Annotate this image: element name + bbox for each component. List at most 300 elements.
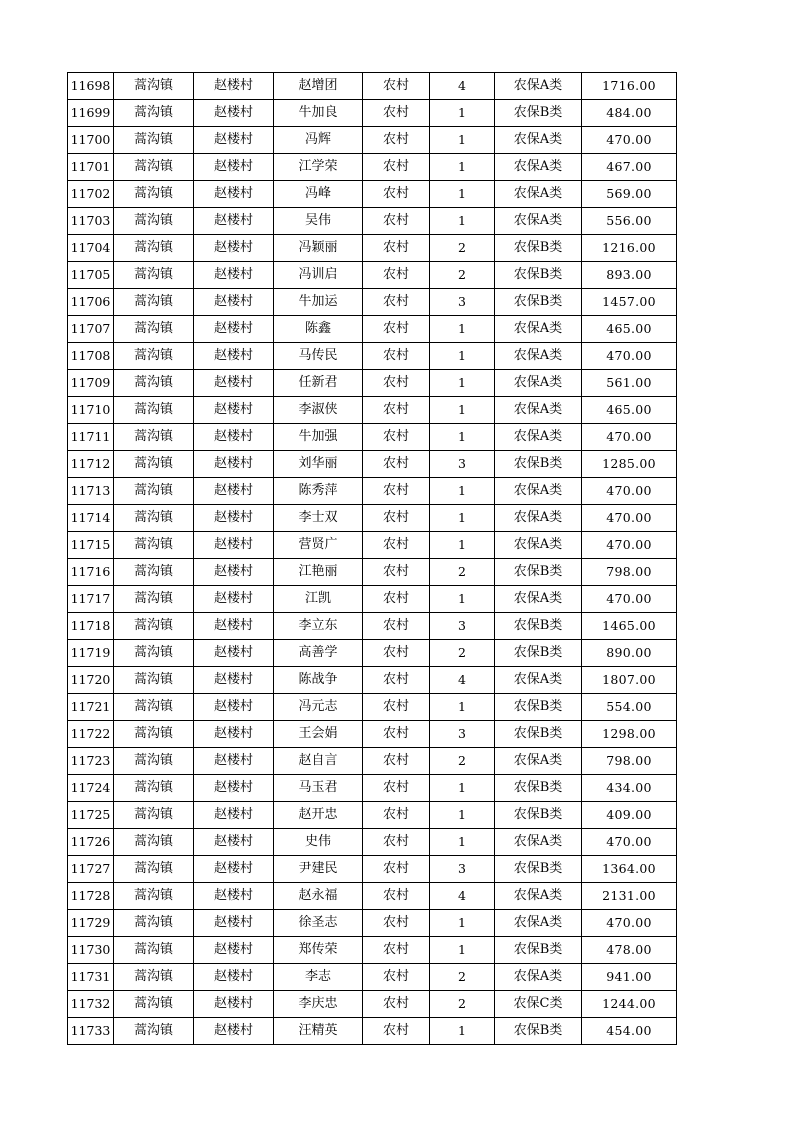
row-id-cell: 11730 bbox=[68, 937, 114, 964]
area-type-cell: 农村 bbox=[363, 397, 430, 424]
table-row bbox=[68, 370, 677, 397]
area-type-cell: 农村 bbox=[363, 370, 430, 397]
amount-cell: 890.00 bbox=[582, 640, 677, 667]
person-name-cell: 江学荣 bbox=[274, 154, 363, 181]
area-type-cell: 农村 bbox=[363, 667, 430, 694]
person-name-cell: 牛加运 bbox=[274, 289, 363, 316]
person-name-cell: 马玉君 bbox=[274, 775, 363, 802]
area-type-cell: 农村 bbox=[363, 694, 430, 721]
amount-cell: 1807.00 bbox=[582, 667, 677, 694]
household-count-cell: 1 bbox=[430, 208, 495, 235]
amount-cell: 454.00 bbox=[582, 1018, 677, 1045]
village-cell: 赵楼村 bbox=[194, 181, 274, 208]
village-cell: 赵楼村 bbox=[194, 370, 274, 397]
village-cell: 赵楼村 bbox=[194, 883, 274, 910]
town-cell: 蒿沟镇 bbox=[114, 613, 194, 640]
household-count-cell: 1 bbox=[430, 343, 495, 370]
household-count-cell: 4 bbox=[430, 667, 495, 694]
amount-cell: 465.00 bbox=[582, 397, 677, 424]
town-cell: 蒿沟镇 bbox=[114, 964, 194, 991]
table-row bbox=[68, 316, 677, 343]
area-type-cell: 农村 bbox=[363, 1018, 430, 1045]
row-id-cell: 11732 bbox=[68, 991, 114, 1018]
table-row bbox=[68, 694, 677, 721]
village-cell: 赵楼村 bbox=[194, 505, 274, 532]
amount-cell: 569.00 bbox=[582, 181, 677, 208]
household-count-cell: 1 bbox=[430, 370, 495, 397]
town-cell: 蒿沟镇 bbox=[114, 289, 194, 316]
table-row bbox=[68, 991, 677, 1018]
category-cell: 农保B类 bbox=[495, 802, 582, 829]
amount-cell: 470.00 bbox=[582, 505, 677, 532]
category-cell: 农保B类 bbox=[495, 289, 582, 316]
table-row bbox=[68, 721, 677, 748]
row-id-cell: 11721 bbox=[68, 694, 114, 721]
area-type-cell: 农村 bbox=[363, 73, 430, 100]
row-id-cell: 11712 bbox=[68, 451, 114, 478]
village-cell: 赵楼村 bbox=[194, 748, 274, 775]
area-type-cell: 农村 bbox=[363, 613, 430, 640]
person-name-cell: 陈鑫 bbox=[274, 316, 363, 343]
household-count-cell: 1 bbox=[430, 505, 495, 532]
village-cell: 赵楼村 bbox=[194, 289, 274, 316]
category-cell: 农保B类 bbox=[495, 640, 582, 667]
category-cell: 农保A类 bbox=[495, 478, 582, 505]
amount-cell: 465.00 bbox=[582, 316, 677, 343]
person-name-cell: 李庆忠 bbox=[274, 991, 363, 1018]
household-count-cell: 1 bbox=[430, 775, 495, 802]
table-row bbox=[68, 640, 677, 667]
row-id-cell: 11716 bbox=[68, 559, 114, 586]
village-cell: 赵楼村 bbox=[194, 1018, 274, 1045]
category-cell: 农保B类 bbox=[495, 1018, 582, 1045]
town-cell: 蒿沟镇 bbox=[114, 127, 194, 154]
town-cell: 蒿沟镇 bbox=[114, 829, 194, 856]
area-type-cell: 农村 bbox=[363, 991, 430, 1018]
area-type-cell: 农村 bbox=[363, 505, 430, 532]
amount-cell: 467.00 bbox=[582, 154, 677, 181]
person-name-cell: 冯训启 bbox=[274, 262, 363, 289]
household-count-cell: 2 bbox=[430, 262, 495, 289]
row-id-cell: 11707 bbox=[68, 316, 114, 343]
town-cell: 蒿沟镇 bbox=[114, 397, 194, 424]
table-row bbox=[68, 181, 677, 208]
village-cell: 赵楼村 bbox=[194, 127, 274, 154]
town-cell: 蒿沟镇 bbox=[114, 721, 194, 748]
person-name-cell: 营贤广 bbox=[274, 532, 363, 559]
person-name-cell: 尹建民 bbox=[274, 856, 363, 883]
household-count-cell: 3 bbox=[430, 856, 495, 883]
person-name-cell: 江艳丽 bbox=[274, 559, 363, 586]
area-type-cell: 农村 bbox=[363, 208, 430, 235]
village-cell: 赵楼村 bbox=[194, 910, 274, 937]
category-cell: 农保A类 bbox=[495, 343, 582, 370]
table-row bbox=[68, 586, 677, 613]
amount-cell: 470.00 bbox=[582, 343, 677, 370]
town-cell: 蒿沟镇 bbox=[114, 532, 194, 559]
row-id-cell: 11708 bbox=[68, 343, 114, 370]
row-id-cell: 11705 bbox=[68, 262, 114, 289]
amount-cell: 1298.00 bbox=[582, 721, 677, 748]
household-count-cell: 1 bbox=[430, 1018, 495, 1045]
category-cell: 农保B类 bbox=[495, 721, 582, 748]
area-type-cell: 农村 bbox=[363, 883, 430, 910]
amount-cell: 798.00 bbox=[582, 748, 677, 775]
village-cell: 赵楼村 bbox=[194, 316, 274, 343]
person-name-cell: 史伟 bbox=[274, 829, 363, 856]
category-cell: 农保C类 bbox=[495, 991, 582, 1018]
category-cell: 农保A类 bbox=[495, 667, 582, 694]
category-cell: 农保B类 bbox=[495, 775, 582, 802]
town-cell: 蒿沟镇 bbox=[114, 451, 194, 478]
table-row bbox=[68, 262, 677, 289]
amount-cell: 470.00 bbox=[582, 829, 677, 856]
town-cell: 蒿沟镇 bbox=[114, 802, 194, 829]
household-count-cell: 1 bbox=[430, 397, 495, 424]
town-cell: 蒿沟镇 bbox=[114, 559, 194, 586]
town-cell: 蒿沟镇 bbox=[114, 883, 194, 910]
table-row bbox=[68, 289, 677, 316]
row-id-cell: 11726 bbox=[68, 829, 114, 856]
amount-cell: 470.00 bbox=[582, 424, 677, 451]
town-cell: 蒿沟镇 bbox=[114, 478, 194, 505]
town-cell: 蒿沟镇 bbox=[114, 424, 194, 451]
amount-cell: 470.00 bbox=[582, 532, 677, 559]
category-cell: 农保A类 bbox=[495, 73, 582, 100]
area-type-cell: 农村 bbox=[363, 127, 430, 154]
table-row bbox=[68, 532, 677, 559]
person-name-cell: 赵增团 bbox=[274, 73, 363, 100]
village-cell: 赵楼村 bbox=[194, 532, 274, 559]
area-type-cell: 农村 bbox=[363, 316, 430, 343]
category-cell: 农保A类 bbox=[495, 370, 582, 397]
area-type-cell: 农村 bbox=[363, 586, 430, 613]
table-row bbox=[68, 397, 677, 424]
table-row bbox=[68, 154, 677, 181]
amount-cell: 470.00 bbox=[582, 478, 677, 505]
table-row bbox=[68, 937, 677, 964]
category-cell: 农保B类 bbox=[495, 694, 582, 721]
area-type-cell: 农村 bbox=[363, 154, 430, 181]
town-cell: 蒿沟镇 bbox=[114, 991, 194, 1018]
table-row bbox=[68, 1018, 677, 1045]
town-cell: 蒿沟镇 bbox=[114, 910, 194, 937]
person-name-cell: 冯辉 bbox=[274, 127, 363, 154]
row-id-cell: 11720 bbox=[68, 667, 114, 694]
amount-cell: 893.00 bbox=[582, 262, 677, 289]
town-cell: 蒿沟镇 bbox=[114, 1018, 194, 1045]
table-row bbox=[68, 478, 677, 505]
village-cell: 赵楼村 bbox=[194, 424, 274, 451]
table-row bbox=[68, 829, 677, 856]
table-row bbox=[68, 559, 677, 586]
village-cell: 赵楼村 bbox=[194, 613, 274, 640]
town-cell: 蒿沟镇 bbox=[114, 640, 194, 667]
area-type-cell: 农村 bbox=[363, 451, 430, 478]
town-cell: 蒿沟镇 bbox=[114, 370, 194, 397]
amount-cell: 2131.00 bbox=[582, 883, 677, 910]
category-cell: 农保A类 bbox=[495, 748, 582, 775]
town-cell: 蒿沟镇 bbox=[114, 505, 194, 532]
row-id-cell: 11715 bbox=[68, 532, 114, 559]
village-cell: 赵楼村 bbox=[194, 775, 274, 802]
amount-cell: 484.00 bbox=[582, 100, 677, 127]
data-table bbox=[67, 72, 677, 1045]
household-count-cell: 1 bbox=[430, 478, 495, 505]
table-row bbox=[68, 505, 677, 532]
category-cell: 农保A类 bbox=[495, 154, 582, 181]
amount-cell: 554.00 bbox=[582, 694, 677, 721]
amount-cell: 798.00 bbox=[582, 559, 677, 586]
area-type-cell: 农村 bbox=[363, 478, 430, 505]
row-id-cell: 11719 bbox=[68, 640, 114, 667]
household-count-cell: 4 bbox=[430, 73, 495, 100]
area-type-cell: 农村 bbox=[363, 910, 430, 937]
area-type-cell: 农村 bbox=[363, 748, 430, 775]
village-cell: 赵楼村 bbox=[194, 991, 274, 1018]
village-cell: 赵楼村 bbox=[194, 343, 274, 370]
town-cell: 蒿沟镇 bbox=[114, 343, 194, 370]
amount-cell: 556.00 bbox=[582, 208, 677, 235]
person-name-cell: 汪精英 bbox=[274, 1018, 363, 1045]
category-cell: 农保B类 bbox=[495, 559, 582, 586]
person-name-cell: 徐圣志 bbox=[274, 910, 363, 937]
person-name-cell: 陈战争 bbox=[274, 667, 363, 694]
household-count-cell: 3 bbox=[430, 613, 495, 640]
category-cell: 农保B类 bbox=[495, 856, 582, 883]
category-cell: 农保A类 bbox=[495, 424, 582, 451]
village-cell: 赵楼村 bbox=[194, 235, 274, 262]
area-type-cell: 农村 bbox=[363, 640, 430, 667]
person-name-cell: 赵开忠 bbox=[274, 802, 363, 829]
area-type-cell: 农村 bbox=[363, 964, 430, 991]
town-cell: 蒿沟镇 bbox=[114, 181, 194, 208]
household-count-cell: 3 bbox=[430, 289, 495, 316]
person-name-cell: 冯元志 bbox=[274, 694, 363, 721]
category-cell: 农保B类 bbox=[495, 235, 582, 262]
area-type-cell: 农村 bbox=[363, 424, 430, 451]
row-id-cell: 11709 bbox=[68, 370, 114, 397]
category-cell: 农保A类 bbox=[495, 316, 582, 343]
village-cell: 赵楼村 bbox=[194, 802, 274, 829]
category-cell: 农保A类 bbox=[495, 181, 582, 208]
household-count-cell: 1 bbox=[430, 829, 495, 856]
row-id-cell: 11727 bbox=[68, 856, 114, 883]
table-body bbox=[68, 73, 677, 1045]
amount-cell: 1364.00 bbox=[582, 856, 677, 883]
table-row bbox=[68, 964, 677, 991]
category-cell: 农保A类 bbox=[495, 883, 582, 910]
table-row bbox=[68, 775, 677, 802]
table-row bbox=[68, 424, 677, 451]
household-count-cell: 1 bbox=[430, 100, 495, 127]
category-cell: 农保A类 bbox=[495, 532, 582, 559]
row-id-cell: 11717 bbox=[68, 586, 114, 613]
household-count-cell: 2 bbox=[430, 640, 495, 667]
row-id-cell: 11701 bbox=[68, 154, 114, 181]
household-count-cell: 2 bbox=[430, 964, 495, 991]
row-id-cell: 11714 bbox=[68, 505, 114, 532]
person-name-cell: 赵永福 bbox=[274, 883, 363, 910]
village-cell: 赵楼村 bbox=[194, 694, 274, 721]
village-cell: 赵楼村 bbox=[194, 262, 274, 289]
village-cell: 赵楼村 bbox=[194, 397, 274, 424]
row-id-cell: 11725 bbox=[68, 802, 114, 829]
row-id-cell: 11722 bbox=[68, 721, 114, 748]
table-row bbox=[68, 127, 677, 154]
area-type-cell: 农村 bbox=[363, 181, 430, 208]
household-count-cell: 1 bbox=[430, 937, 495, 964]
category-cell: 农保A类 bbox=[495, 586, 582, 613]
person-name-cell: 郑传荣 bbox=[274, 937, 363, 964]
household-count-cell: 1 bbox=[430, 127, 495, 154]
row-id-cell: 11718 bbox=[68, 613, 114, 640]
amount-cell: 434.00 bbox=[582, 775, 677, 802]
row-id-cell: 11703 bbox=[68, 208, 114, 235]
area-type-cell: 农村 bbox=[363, 289, 430, 316]
village-cell: 赵楼村 bbox=[194, 721, 274, 748]
town-cell: 蒿沟镇 bbox=[114, 775, 194, 802]
area-type-cell: 农村 bbox=[363, 343, 430, 370]
amount-cell: 1244.00 bbox=[582, 991, 677, 1018]
town-cell: 蒿沟镇 bbox=[114, 73, 194, 100]
table-row bbox=[68, 748, 677, 775]
table-row bbox=[68, 100, 677, 127]
household-count-cell: 1 bbox=[430, 802, 495, 829]
amount-cell: 478.00 bbox=[582, 937, 677, 964]
row-id-cell: 11706 bbox=[68, 289, 114, 316]
household-count-cell: 2 bbox=[430, 748, 495, 775]
table-row bbox=[68, 343, 677, 370]
amount-cell: 1285.00 bbox=[582, 451, 677, 478]
town-cell: 蒿沟镇 bbox=[114, 748, 194, 775]
table-row bbox=[68, 235, 677, 262]
category-cell: 农保B类 bbox=[495, 100, 582, 127]
amount-cell: 1457.00 bbox=[582, 289, 677, 316]
category-cell: 农保A类 bbox=[495, 127, 582, 154]
amount-cell: 470.00 bbox=[582, 127, 677, 154]
household-count-cell: 1 bbox=[430, 910, 495, 937]
town-cell: 蒿沟镇 bbox=[114, 100, 194, 127]
household-count-cell: 1 bbox=[430, 424, 495, 451]
row-id-cell: 11711 bbox=[68, 424, 114, 451]
household-count-cell: 1 bbox=[430, 586, 495, 613]
area-type-cell: 农村 bbox=[363, 100, 430, 127]
village-cell: 赵楼村 bbox=[194, 451, 274, 478]
row-id-cell: 11698 bbox=[68, 73, 114, 100]
amount-cell: 470.00 bbox=[582, 910, 677, 937]
village-cell: 赵楼村 bbox=[194, 154, 274, 181]
person-name-cell: 李士双 bbox=[274, 505, 363, 532]
area-type-cell: 农村 bbox=[363, 856, 430, 883]
village-cell: 赵楼村 bbox=[194, 100, 274, 127]
row-id-cell: 11700 bbox=[68, 127, 114, 154]
village-cell: 赵楼村 bbox=[194, 856, 274, 883]
town-cell: 蒿沟镇 bbox=[114, 316, 194, 343]
category-cell: 农保A类 bbox=[495, 964, 582, 991]
table-row bbox=[68, 883, 677, 910]
amount-cell: 1216.00 bbox=[582, 235, 677, 262]
category-cell: 农保A类 bbox=[495, 829, 582, 856]
table-row bbox=[68, 73, 677, 100]
row-id-cell: 11710 bbox=[68, 397, 114, 424]
household-count-cell: 1 bbox=[430, 154, 495, 181]
person-name-cell: 马传民 bbox=[274, 343, 363, 370]
table-row bbox=[68, 856, 677, 883]
town-cell: 蒿沟镇 bbox=[114, 856, 194, 883]
row-id-cell: 11728 bbox=[68, 883, 114, 910]
amount-cell: 561.00 bbox=[582, 370, 677, 397]
village-cell: 赵楼村 bbox=[194, 73, 274, 100]
village-cell: 赵楼村 bbox=[194, 208, 274, 235]
village-cell: 赵楼村 bbox=[194, 829, 274, 856]
row-id-cell: 11713 bbox=[68, 478, 114, 505]
household-count-cell: 1 bbox=[430, 694, 495, 721]
person-name-cell: 冯颖丽 bbox=[274, 235, 363, 262]
person-name-cell: 陈秀萍 bbox=[274, 478, 363, 505]
category-cell: 农保A类 bbox=[495, 505, 582, 532]
area-type-cell: 农村 bbox=[363, 532, 430, 559]
area-type-cell: 农村 bbox=[363, 559, 430, 586]
household-count-cell: 3 bbox=[430, 451, 495, 478]
person-name-cell: 任新君 bbox=[274, 370, 363, 397]
household-count-cell: 1 bbox=[430, 532, 495, 559]
table-row bbox=[68, 613, 677, 640]
village-cell: 赵楼村 bbox=[194, 640, 274, 667]
area-type-cell: 农村 bbox=[363, 937, 430, 964]
row-id-cell: 11699 bbox=[68, 100, 114, 127]
household-count-cell: 2 bbox=[430, 235, 495, 262]
person-name-cell: 高善学 bbox=[274, 640, 363, 667]
person-name-cell: 牛加强 bbox=[274, 424, 363, 451]
village-cell: 赵楼村 bbox=[194, 667, 274, 694]
person-name-cell: 刘华丽 bbox=[274, 451, 363, 478]
person-name-cell: 李淑侠 bbox=[274, 397, 363, 424]
row-id-cell: 11733 bbox=[68, 1018, 114, 1045]
category-cell: 农保B类 bbox=[495, 613, 582, 640]
town-cell: 蒿沟镇 bbox=[114, 262, 194, 289]
row-id-cell: 11704 bbox=[68, 235, 114, 262]
town-cell: 蒿沟镇 bbox=[114, 154, 194, 181]
amount-cell: 470.00 bbox=[582, 586, 677, 613]
area-type-cell: 农村 bbox=[363, 802, 430, 829]
person-name-cell: 牛加良 bbox=[274, 100, 363, 127]
household-count-cell: 2 bbox=[430, 559, 495, 586]
village-cell: 赵楼村 bbox=[194, 559, 274, 586]
person-name-cell: 冯峰 bbox=[274, 181, 363, 208]
category-cell: 农保B类 bbox=[495, 451, 582, 478]
household-count-cell: 1 bbox=[430, 316, 495, 343]
household-count-cell: 3 bbox=[430, 721, 495, 748]
village-cell: 赵楼村 bbox=[194, 937, 274, 964]
household-count-cell: 1 bbox=[430, 181, 495, 208]
town-cell: 蒿沟镇 bbox=[114, 694, 194, 721]
village-cell: 赵楼村 bbox=[194, 964, 274, 991]
person-name-cell: 王会娟 bbox=[274, 721, 363, 748]
row-id-cell: 11729 bbox=[68, 910, 114, 937]
person-name-cell: 江凯 bbox=[274, 586, 363, 613]
town-cell: 蒿沟镇 bbox=[114, 586, 194, 613]
row-id-cell: 11724 bbox=[68, 775, 114, 802]
town-cell: 蒿沟镇 bbox=[114, 208, 194, 235]
row-id-cell: 11723 bbox=[68, 748, 114, 775]
town-cell: 蒿沟镇 bbox=[114, 235, 194, 262]
category-cell: 农保B类 bbox=[495, 937, 582, 964]
area-type-cell: 农村 bbox=[363, 775, 430, 802]
person-name-cell: 吴伟 bbox=[274, 208, 363, 235]
town-cell: 蒿沟镇 bbox=[114, 667, 194, 694]
area-type-cell: 农村 bbox=[363, 829, 430, 856]
